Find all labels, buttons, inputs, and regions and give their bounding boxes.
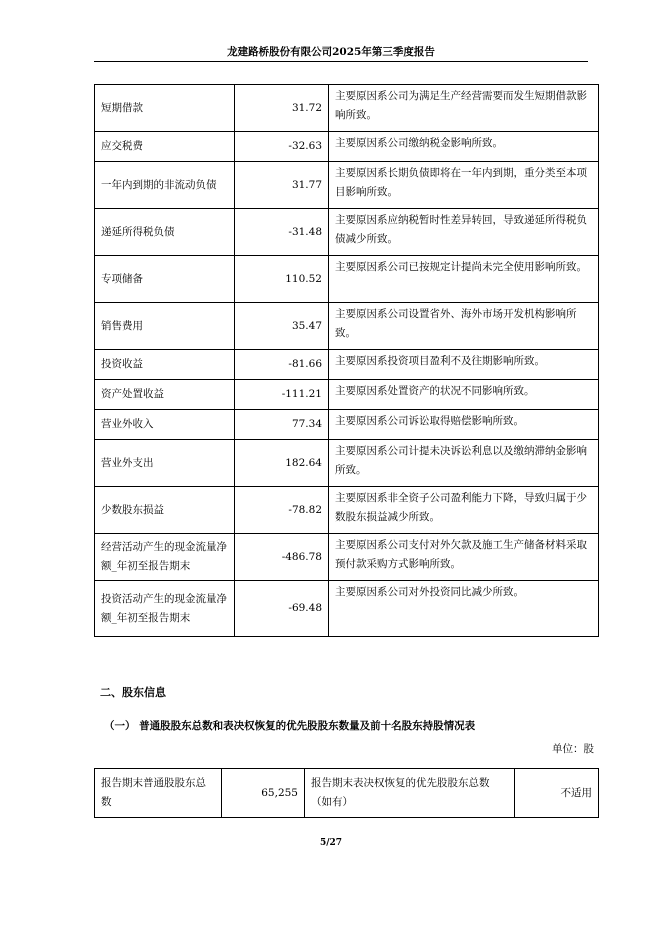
header-divider bbox=[94, 61, 588, 62]
row-change-value: 31.72 bbox=[235, 85, 329, 132]
row-change-value: -69.48 bbox=[235, 581, 329, 637]
table-row bbox=[95, 440, 599, 487]
table-row bbox=[95, 303, 599, 350]
row-change-value: -31.48 bbox=[235, 209, 329, 256]
row-change-reason: 主要原因系公司计提未决诉讼利息以及缴纳滞纳金影响所致。 bbox=[329, 440, 599, 487]
row-change-reason: 主要原因系公司支付对外欠款及施工生产储备材料采取预付款采购方式影响所致。 bbox=[329, 534, 599, 581]
row-change-reason: 主要原因系投资项目盈利不及往期影响所致。 bbox=[329, 350, 599, 380]
row-change-reason: 主要原因系公司缴纳税金影响所致。 bbox=[329, 132, 599, 162]
row-item-name: 专项储备 bbox=[95, 256, 235, 303]
row-item-name: 销售费用 bbox=[95, 303, 235, 350]
table-row bbox=[95, 209, 599, 256]
common-holder-label: 报告期末普通股股东总数 bbox=[95, 769, 222, 818]
row-item-name: 资产处置收益 bbox=[95, 380, 235, 410]
table-row bbox=[95, 350, 599, 380]
table-row bbox=[95, 410, 599, 440]
table-row bbox=[95, 769, 599, 818]
report-header-title: 龙建路桥股份有限公司2025年第三季度报告 bbox=[227, 46, 435, 58]
row-item-name: 营业外支出 bbox=[95, 440, 235, 487]
table-row bbox=[95, 85, 599, 132]
section-title: 二、股东信息 bbox=[100, 686, 166, 699]
row-item-name: 经营活动产生的现金流量净额_年初至报告期末 bbox=[95, 534, 235, 581]
table-row bbox=[95, 162, 599, 209]
row-item-name: 一年内到期的非流动负债 bbox=[95, 162, 235, 209]
row-change-reason: 主要原因系非全资子公司盈利能力下降，导致归属于少数股东损益减少所致。 bbox=[329, 487, 599, 534]
preferred-holder-count: 不适用 bbox=[515, 769, 599, 818]
table-row bbox=[95, 380, 599, 410]
table-row bbox=[95, 487, 599, 534]
shareholder-count-table bbox=[94, 768, 599, 818]
common-holder-count: 65,255 bbox=[222, 769, 305, 818]
row-change-value: -32.63 bbox=[235, 132, 329, 162]
preferred-holder-label: 报告期末表决权恢复的优先股股东总数（如有） bbox=[305, 769, 515, 818]
row-item-name: 短期借款 bbox=[95, 85, 235, 132]
subsection-title: （一） 普通股股东总数和表决权恢复的优先股股东数量及前十名股东持股情况表 bbox=[104, 720, 476, 732]
row-change-value: -78.82 bbox=[235, 487, 329, 534]
row-change-reason: 主要原因系处置资产的状况不同影响所致。 bbox=[329, 380, 599, 410]
row-change-reason: 主要原因系公司对外投资同比减少所致。 bbox=[329, 581, 599, 637]
change-reason-table bbox=[94, 84, 599, 637]
page-number: 5/27 bbox=[319, 838, 343, 848]
row-change-reason: 主要原因系公司已按规定计提尚未完全使用影响所致。 bbox=[329, 256, 599, 303]
row-item-name: 投资活动产生的现金流量净额_年初至报告期末 bbox=[95, 581, 235, 637]
row-item-name: 少数股东损益 bbox=[95, 487, 235, 534]
row-change-value: -81.66 bbox=[235, 350, 329, 380]
table-row bbox=[95, 534, 599, 581]
row-change-value: -111.21 bbox=[235, 380, 329, 410]
row-item-name: 应交税费 bbox=[95, 132, 235, 162]
row-change-reason: 主要原因系公司为满足生产经营需要而发生短期借款影响所致。 bbox=[329, 85, 599, 132]
row-change-value: 35.47 bbox=[235, 303, 329, 350]
row-change-value: 77.34 bbox=[235, 410, 329, 440]
table-row bbox=[95, 132, 599, 162]
row-change-value: 31.77 bbox=[235, 162, 329, 209]
row-change-reason: 主要原因系应纳税暂时性差异转回，导致递延所得税负债减少所致。 bbox=[329, 209, 599, 256]
table-row bbox=[95, 581, 599, 637]
row-change-reason: 主要原因系长期负债即将在一年内到期，重分类至本项目影响所致。 bbox=[329, 162, 599, 209]
row-change-reason: 主要原因系公司设置省外、海外市场开发机构影响所致。 bbox=[329, 303, 599, 350]
unit-label: 单位：股 bbox=[552, 743, 594, 755]
row-item-name: 投资收益 bbox=[95, 350, 235, 380]
table-row bbox=[95, 256, 599, 303]
row-change-value: 110.52 bbox=[235, 256, 329, 303]
row-change-reason: 主要原因系公司诉讼取得赔偿影响所致。 bbox=[329, 410, 599, 440]
row-item-name: 营业外收入 bbox=[95, 410, 235, 440]
row-item-name: 递延所得税负债 bbox=[95, 209, 235, 256]
row-change-value: 182.64 bbox=[235, 440, 329, 487]
row-change-value: -486.78 bbox=[235, 534, 329, 581]
